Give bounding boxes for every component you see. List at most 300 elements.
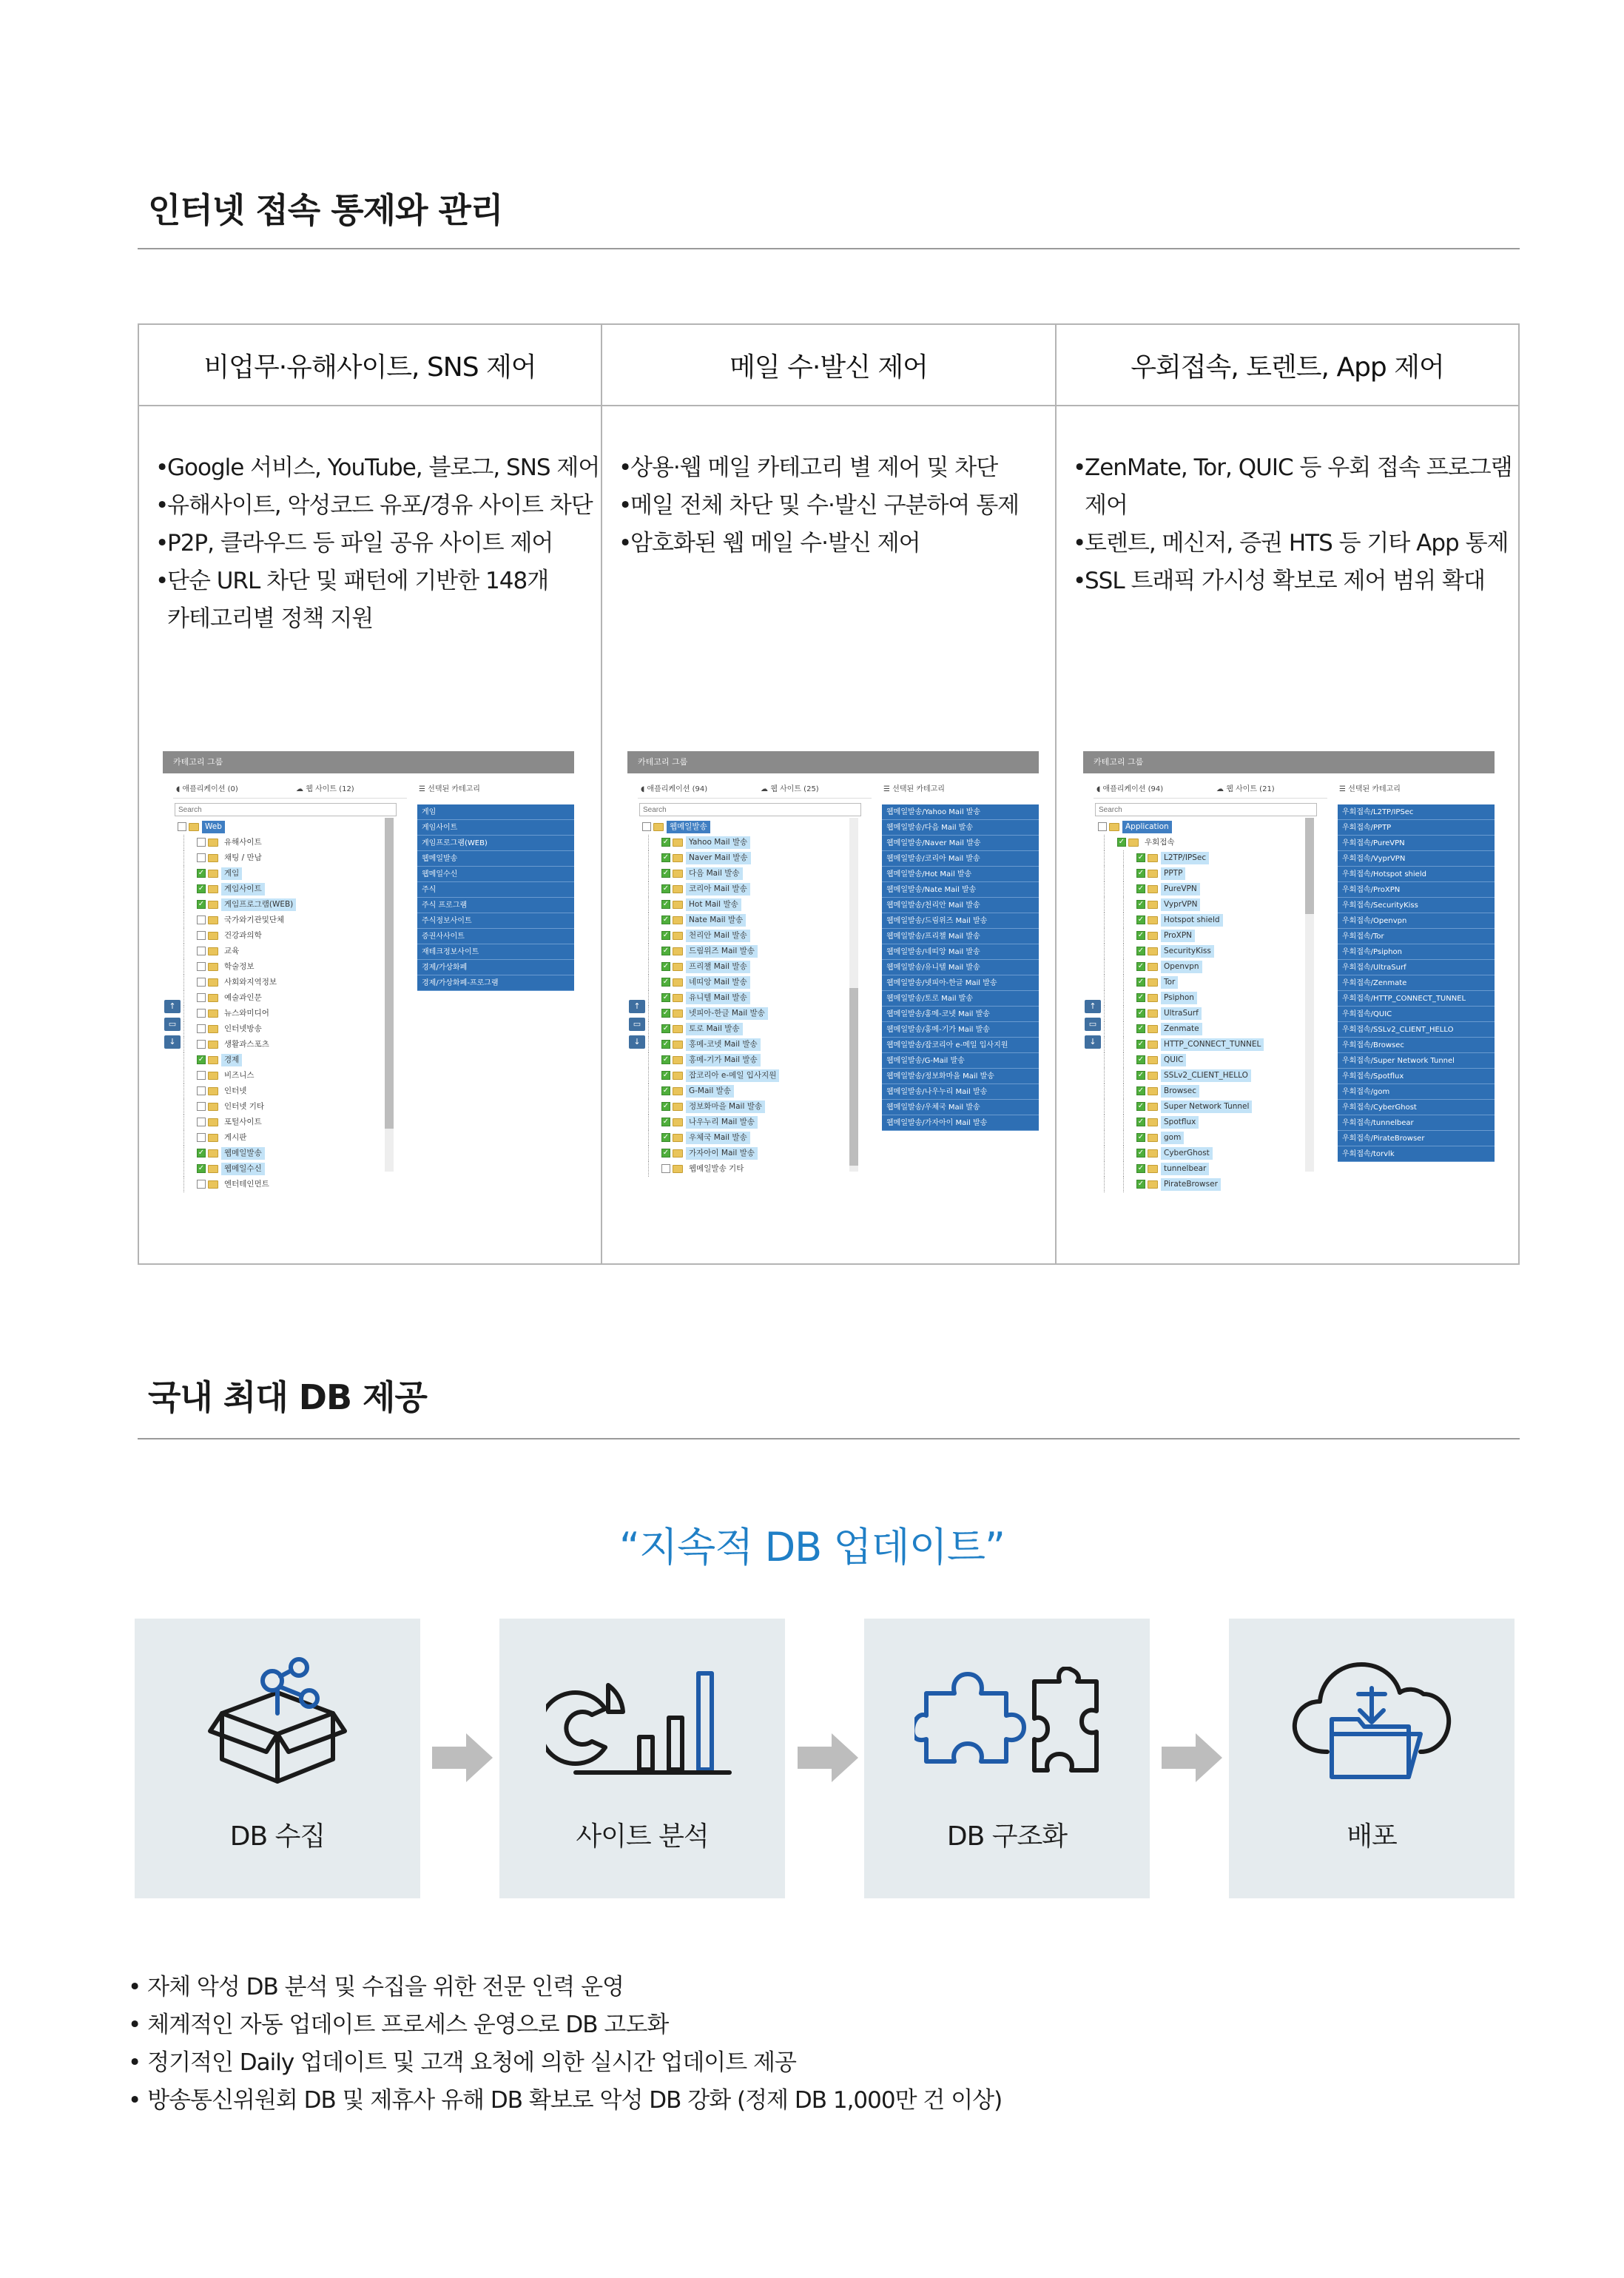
checkbox[interactable] [1098, 822, 1107, 831]
selected-category-item[interactable]: 재테크정보사이트 [417, 944, 574, 960]
application-icon: ◖ [176, 785, 183, 793]
checkbox[interactable] [197, 931, 206, 940]
tree-item[interactable] [642, 835, 864, 850]
tree-item[interactable] [1098, 1083, 1320, 1099]
folder-icon [208, 947, 218, 955]
selected-category-item[interactable]: 게임 [417, 804, 574, 820]
checkbox[interactable] [197, 1071, 206, 1080]
tree-item[interactable] [1098, 959, 1320, 975]
category-search-input[interactable] [175, 803, 397, 816]
checkbox[interactable]: ✓ [662, 1040, 670, 1048]
tree-item[interactable] [642, 1068, 864, 1083]
tree-item[interactable] [178, 881, 400, 897]
checkbox[interactable]: ✓ [198, 869, 205, 877]
tree-item[interactable] [642, 1130, 864, 1146]
tree-item[interactable] [1098, 1146, 1320, 1161]
tree-item[interactable] [178, 1115, 400, 1130]
tree-item-label: G-Mail 발송 [686, 1085, 734, 1098]
selected-category-item[interactable]: 우회접속/SecurityKiss [1338, 898, 1495, 913]
folder-icon [208, 1103, 218, 1111]
chart-analysis-icon [546, 1663, 738, 1781]
tree-item-label: 코리아 Mail 발송 [686, 883, 750, 896]
tree-item[interactable] [642, 881, 864, 897]
panel-tabs [638, 781, 872, 799]
selected-category-item[interactable]: 우회접속/Hotspot shield [1338, 867, 1495, 882]
selected-category-item[interactable]: 웹메일발송/정보화마을 Mail 발송 [882, 1069, 1039, 1084]
tree-scrollbar[interactable] [1305, 818, 1314, 1172]
folder-icon [208, 870, 218, 878]
tree-item-label: 가자아이 Mail 발송 [686, 1147, 758, 1160]
tree-item[interactable] [642, 1006, 864, 1021]
selected-category-item[interactable]: 우회접속/Psiphon [1338, 944, 1495, 960]
selected-category-item[interactable]: 웹메일발송/Yahoo Mail 발송 [882, 804, 1039, 820]
folder-icon [208, 1134, 218, 1142]
checkbox[interactable]: ✓ [1137, 900, 1145, 908]
checkbox[interactable]: ✓ [1137, 962, 1145, 970]
checkbox[interactable]: ✓ [662, 1133, 670, 1141]
selected-category-item[interactable]: 웹메일발송/유니텔 Mail 발송 [882, 960, 1039, 975]
checkbox[interactable]: ✓ [662, 1149, 670, 1157]
checkbox[interactable]: ✓ [662, 993, 670, 1001]
selected-category-item[interactable]: 웹메일발송/가자아이 Mail 발송 [882, 1115, 1039, 1131]
tree-item[interactable] [642, 975, 864, 990]
tree-item-label: 유니텔 Mail 발송 [686, 992, 750, 1004]
tree-item[interactable] [178, 1177, 400, 1192]
folder-icon [208, 1056, 218, 1064]
folder-icon [673, 870, 683, 878]
checkbox[interactable]: ✓ [1137, 884, 1145, 893]
arrow-down-icon[interactable]: ↓ [629, 1035, 645, 1049]
checkbox[interactable] [197, 1024, 206, 1033]
selected-category-item[interactable]: 웹메일수신 [417, 867, 574, 882]
tree-item[interactable] [178, 1068, 400, 1083]
checkbox[interactable]: ✓ [662, 838, 670, 846]
checkbox[interactable]: ✓ [662, 947, 670, 955]
arrow-down-icon[interactable]: ↓ [164, 1035, 181, 1049]
checkbox[interactable]: ✓ [1137, 993, 1145, 1001]
checkbox[interactable]: ✓ [662, 1009, 670, 1017]
tree-scrollbar[interactable] [385, 818, 394, 1172]
tree-item[interactable] [178, 1083, 400, 1099]
folder-icon [208, 1087, 218, 1095]
tree-item[interactable] [1098, 1052, 1320, 1068]
arrow-up-icon[interactable]: ↑ [164, 1000, 181, 1013]
selected-category-item[interactable]: 웹메일발송/홍메-기가 Mail 발송 [882, 1022, 1039, 1038]
db-feature-list [128, 1969, 1002, 2120]
checkbox[interactable]: ✓ [662, 1071, 670, 1079]
checkbox[interactable]: ✓ [198, 900, 205, 908]
tree-item[interactable] [178, 913, 400, 928]
selected-category-item[interactable]: 주식정보사이트 [417, 913, 574, 929]
folder-move-icon[interactable]: ▭ [164, 1018, 181, 1031]
tree-item-label: 네띠앙 Mail 발송 [686, 976, 750, 989]
tree-item[interactable] [1098, 1115, 1320, 1130]
checkbox[interactable] [197, 978, 206, 987]
tree-item[interactable] [642, 944, 864, 959]
checkbox[interactable]: ✓ [662, 1118, 670, 1126]
tree-item-label: 홍메-코넷 Mail 발송 [686, 1038, 761, 1051]
selected-category-item[interactable]: 웹메일발송/나우누리 Mail 발송 [882, 1084, 1039, 1100]
checkbox[interactable]: ✓ [662, 931, 670, 939]
selected-categories-header: ☰ 선택된 카테고리 [1339, 785, 1401, 793]
tree-item[interactable] [1098, 990, 1320, 1006]
tree-item-label: 게시판 [224, 1133, 247, 1142]
selected-category-item[interactable]: 웹메일발송/천리안 Mail 발송 [882, 898, 1039, 913]
selected-category-item[interactable]: 웹메일발송/잡코리아 e-메일 입사지원 [882, 1038, 1039, 1053]
tree-item[interactable] [1098, 866, 1320, 881]
tree-item[interactable] [1098, 975, 1320, 990]
selected-category-item[interactable]: 우회접속/L2TP/IPSec [1338, 804, 1495, 820]
checkbox[interactable] [197, 1180, 206, 1189]
tree-item[interactable] [178, 928, 400, 944]
tree-item[interactable] [178, 990, 400, 1006]
tree-item[interactable] [642, 866, 864, 881]
checkbox[interactable] [197, 1040, 206, 1049]
folder-icon [1148, 870, 1158, 878]
selected-category-item[interactable]: 우회접속/SSLv2_CLIENT_HELLO [1338, 1022, 1495, 1038]
folder-icon [1128, 839, 1139, 847]
checkbox[interactable] [197, 838, 206, 847]
arrow-right-icon [429, 1724, 496, 1791]
tree-item[interactable] [1098, 1161, 1320, 1177]
tree-item-label: QUIC [1161, 1054, 1186, 1066]
panel-title-bar: 카테고리 그룹 [1083, 751, 1495, 773]
tree-item[interactable] [178, 1006, 400, 1021]
selected-categories-header: ☰ 선택된 카테고리 [419, 785, 480, 793]
folder-icon [673, 1056, 683, 1064]
tree-item[interactable] [1098, 1099, 1320, 1115]
selected-category-item[interactable]: 웹메일발송/토로 Mail 발송 [882, 991, 1039, 1007]
tree-item-label: 교육 [224, 947, 240, 955]
tree-item[interactable] [642, 913, 864, 928]
arrow-up-icon[interactable]: ↑ [629, 1000, 645, 1013]
checkbox[interactable]: ✓ [1137, 1024, 1145, 1032]
tree-item[interactable] [642, 1161, 864, 1177]
checkbox[interactable]: ✓ [662, 1055, 670, 1064]
folder-icon [673, 1087, 683, 1095]
checkbox[interactable]: ✓ [662, 1024, 670, 1032]
selected-category-item[interactable]: 우회접속/PirateBrowser [1338, 1131, 1495, 1146]
selected-category-item[interactable]: 우회접속/ProXPN [1338, 882, 1495, 898]
tree-item[interactable] [1098, 881, 1320, 897]
selected-category-item[interactable]: 웹메일발송/홍메-코넷 Mail 발송 [882, 1007, 1039, 1022]
selected-category-item[interactable]: 경제/가상화폐 [417, 960, 574, 975]
selected-category-item[interactable]: 웹메일발송/네띠앙 Mail 발송 [882, 944, 1039, 960]
tree-item[interactable] [1098, 850, 1320, 866]
folder-icon [673, 901, 683, 909]
tree-item[interactable] [1098, 913, 1320, 928]
tree-item[interactable] [1098, 1021, 1320, 1037]
selected-category-item[interactable]: 주식 [417, 882, 574, 898]
tree-item[interactable] [178, 897, 400, 913]
checkbox[interactable]: ✓ [662, 900, 670, 908]
selected-category-item[interactable]: 웹메일발송/드림위즈 Mail 발송 [882, 913, 1039, 929]
folder-icon [673, 1103, 683, 1111]
column-body [1057, 406, 1518, 600]
tree-item-label: ProXPN [1161, 930, 1195, 942]
checkbox[interactable]: ✓ [1137, 853, 1145, 861]
checkbox[interactable]: ✓ [1137, 1009, 1145, 1017]
tree-item-label: 학술정보 [224, 962, 255, 971]
selected-category-item[interactable]: 웹메일발송/Nate Mail 발송 [882, 882, 1039, 898]
folder-icon [1148, 1149, 1158, 1158]
selected-category-item[interactable]: 증권사사이트 [417, 929, 574, 944]
tree-root[interactable]: 웹메일발송 [642, 819, 864, 835]
tree-item[interactable] [178, 1021, 400, 1037]
tree-item[interactable] [642, 1052, 864, 1068]
checkbox[interactable] [197, 1133, 206, 1142]
category-panel-bypass [1083, 751, 1495, 1198]
arrow-up-icon[interactable]: ↑ [1085, 1000, 1101, 1013]
checkbox[interactable]: ✓ [662, 884, 670, 893]
tab-application[interactable]: ◖ 애플리케이션 (94) [1096, 785, 1164, 793]
scroll-thumb[interactable] [849, 988, 858, 1166]
folder-icon [208, 854, 218, 862]
step-db-structure [864, 1619, 1150, 1898]
arrow-right-icon [795, 1724, 861, 1791]
tree-item[interactable] [642, 1037, 864, 1052]
tree-item[interactable] [1098, 897, 1320, 913]
folder-icon [208, 885, 218, 893]
tree-item-label: SecurityKiss [1161, 945, 1214, 958]
checkbox[interactable]: ✓ [1137, 1149, 1145, 1157]
category-search-input[interactable] [1095, 803, 1317, 816]
checkbox[interactable] [197, 1102, 206, 1111]
category-search-input[interactable] [639, 803, 861, 816]
tree-item[interactable] [178, 866, 400, 881]
checkbox[interactable] [197, 1009, 206, 1018]
selected-category-item[interactable]: 우회접속/Super Network Tunnel [1338, 1053, 1495, 1069]
selected-category-item[interactable]: 웹메일발송/Naver Mail 발송 [882, 836, 1039, 851]
folder-icon [673, 994, 683, 1002]
tree-item[interactable] [1098, 1177, 1320, 1192]
bullet-item: •암호화된 웹 메일 수·발신 제어 [619, 530, 920, 557]
category-tree [1098, 819, 1320, 1192]
tree-item[interactable] [642, 1021, 864, 1037]
selected-category-item[interactable]: 게임사이트 [417, 820, 574, 836]
checkbox[interactable]: ✓ [662, 915, 670, 924]
selected-category-item[interactable]: 웹메일발송/Hot Mail 발송 [882, 867, 1039, 882]
checkbox[interactable]: ✓ [1137, 1102, 1145, 1110]
tab-website[interactable]: ☁ 웹 사이트 (12) [296, 785, 354, 793]
tab-application[interactable]: ◖ 애플리케이션 (94) [641, 785, 708, 793]
selected-category-item[interactable]: 웹메일발송/우체국 Mail 발송 [882, 1100, 1039, 1115]
tree-item[interactable] [178, 1130, 400, 1146]
tree-item[interactable] [1098, 1037, 1320, 1052]
tree-item[interactable] [178, 1161, 400, 1177]
checkbox[interactable]: ✓ [198, 1149, 205, 1157]
bullet-item: • 체계적인 자동 업데이트 프로세스 운영으로 DB 고도화 [128, 2012, 669, 2038]
checkbox[interactable]: ✓ [1137, 1071, 1145, 1079]
tab-application[interactable]: ◖ 애플리케이션 (0) [176, 785, 238, 793]
checkbox[interactable]: ✓ [1137, 915, 1145, 924]
selected-category-item[interactable]: 우회접속/UltraSurf [1338, 960, 1495, 975]
selected-category-item[interactable]: 우회접속/Spotflux [1338, 1069, 1495, 1084]
checkbox[interactable] [197, 915, 206, 924]
folder-icon [1148, 1056, 1158, 1064]
category-panel-mail [627, 751, 1039, 1198]
checkbox[interactable]: ✓ [1118, 838, 1125, 846]
tree-item-label: 천리안 Mail 발송 [686, 930, 750, 942]
tree-item[interactable] [1098, 928, 1320, 944]
tree-root[interactable]: Web [178, 819, 400, 835]
selected-category-item[interactable]: 웹메일발송/G-Mail 발송 [882, 1053, 1039, 1069]
tree-item-label: Hotspot shield [1161, 914, 1223, 927]
checkbox[interactable] [197, 947, 206, 955]
tree-item[interactable] [642, 1099, 864, 1115]
selected-category-item[interactable]: 우회접속/QUIC [1338, 1007, 1495, 1022]
checkbox[interactable]: ✓ [1137, 1133, 1145, 1141]
folder-icon [673, 1009, 683, 1018]
checkbox[interactable]: ✓ [662, 962, 670, 970]
tab-website[interactable]: ☁ 웹 사이트 (25) [761, 785, 819, 793]
selected-category-item[interactable]: 게임프로그램(WEB) [417, 836, 574, 851]
checkbox[interactable] [178, 822, 186, 831]
tree-item[interactable] [642, 1115, 864, 1130]
tree-item[interactable] [178, 975, 400, 990]
selected-category-item[interactable]: 주식 프로그램 [417, 898, 574, 913]
folder-icon [208, 978, 218, 987]
tree-scrollbar[interactable] [849, 818, 858, 1172]
bullet-item: •단순 URL 차단 및 패턴에 기반한 148개 [155, 568, 549, 594]
selected-category-item[interactable]: 웹메일발송/프리챌 Mail 발송 [882, 929, 1039, 944]
checkbox[interactable] [197, 1118, 206, 1126]
folder-icon [673, 1118, 683, 1126]
tree-item[interactable] [178, 850, 400, 866]
tree-item[interactable] [1098, 944, 1320, 959]
selected-category-item[interactable]: 우회접속/tunnelbear [1338, 1115, 1495, 1131]
tree-item[interactable] [642, 928, 864, 944]
tree-item[interactable] [178, 959, 400, 975]
checkbox[interactable]: ✓ [1137, 978, 1145, 986]
category-tree [178, 819, 400, 1192]
selected-category-item[interactable]: 우회접속/PureVPN [1338, 836, 1495, 851]
selected-category-item[interactable]: 웹메일발송/넷피아-한글 Mail 발송 [882, 975, 1039, 991]
step-db-collect [135, 1619, 420, 1898]
tree-item[interactable] [178, 1037, 400, 1052]
selected-category-item[interactable]: 우회접속/PPTP [1338, 820, 1495, 836]
checkbox[interactable] [197, 853, 206, 862]
checkbox[interactable]: ✓ [662, 869, 670, 877]
folder-icon [208, 1180, 218, 1189]
checkbox[interactable] [661, 1164, 670, 1173]
bullet-item: •SSL 트래픽 가시성 확보로 제어 범위 확대 [1073, 568, 1485, 594]
selected-category-item[interactable]: 우회접속/Browsec [1338, 1038, 1495, 1053]
checkbox[interactable]: ✓ [1137, 1086, 1145, 1095]
checkbox[interactable]: ✓ [662, 1086, 670, 1095]
checkbox[interactable]: ✓ [198, 884, 205, 893]
tree-item[interactable] [642, 1083, 864, 1099]
checkbox[interactable]: ✓ [198, 1055, 205, 1064]
folder-move-icon[interactable]: ▭ [1085, 1018, 1101, 1031]
selected-category-item[interactable]: 우회접속/Tor [1338, 929, 1495, 944]
bullet-item: •유해사이트, 악성코드 유포/경유 사이트 차단 [155, 492, 593, 519]
tree-item[interactable] [642, 897, 864, 913]
tree-item[interactable] [642, 1146, 864, 1161]
folder-icon [1148, 1180, 1158, 1189]
tree-item-label: Hot Mail 발송 [686, 898, 741, 911]
checkbox[interactable] [197, 993, 206, 1002]
folder-icon [1148, 1072, 1158, 1080]
folder-icon [673, 854, 683, 862]
tree-item[interactable] [178, 835, 400, 850]
checkbox[interactable]: ✓ [1137, 947, 1145, 955]
column-body [139, 406, 601, 638]
selected-category-item[interactable]: 우회접속/torvlk [1338, 1146, 1495, 1162]
scroll-thumb[interactable] [385, 818, 394, 1129]
checkbox[interactable] [197, 1086, 206, 1095]
tree-node[interactable]: ✓ 우회접속 [1098, 835, 1320, 850]
tree-item[interactable] [178, 1052, 400, 1068]
tree-item[interactable] [642, 850, 864, 866]
arrow-right-icon [1159, 1724, 1225, 1791]
scroll-thumb[interactable] [1305, 818, 1314, 914]
selected-category-item[interactable]: 우회접속/Openvpn [1338, 913, 1495, 929]
folder-icon [208, 1072, 218, 1080]
selected-category-item[interactable]: 우회접속/CyberGhost [1338, 1100, 1495, 1115]
checkbox[interactable]: ✓ [662, 853, 670, 861]
selected-category-item[interactable]: 웹메일발송/코리아 Mail 발송 [882, 851, 1039, 867]
tree-item-label: PPTP [1161, 867, 1185, 880]
application-icon: ◖ [1096, 785, 1103, 793]
selected-category-item[interactable]: 웹메일발송 [417, 851, 574, 867]
tree-root[interactable]: Application [1098, 819, 1320, 835]
folder-icon [1148, 916, 1158, 924]
tree-item[interactable] [1098, 1006, 1320, 1021]
checkbox[interactable]: ✓ [1137, 1118, 1145, 1126]
tree-item[interactable] [1098, 1130, 1320, 1146]
checkbox[interactable]: ✓ [1137, 1164, 1145, 1172]
selected-category-item[interactable]: 웹메일발송/다음 Mail 발송 [882, 820, 1039, 836]
folder-icon [208, 994, 218, 1002]
checkbox[interactable]: ✓ [1137, 869, 1145, 877]
checkbox[interactable]: ✓ [1137, 1055, 1145, 1064]
tree-item[interactable] [642, 990, 864, 1006]
tree-item-label: L2TP/IPSec [1161, 852, 1209, 864]
checkbox[interactable]: ✓ [1137, 1040, 1145, 1048]
panel-title-bar: 카테고리 그룹 [163, 751, 574, 773]
arrow-down-icon[interactable]: ↓ [1085, 1035, 1101, 1049]
tree-item[interactable] [178, 944, 400, 959]
folder-move-icon[interactable]: ▭ [629, 1018, 645, 1031]
checkbox[interactable]: ✓ [1137, 1180, 1145, 1188]
tree-item-label: Super Network Tunnel [1161, 1101, 1252, 1113]
selected-category-item[interactable]: 우회접속/gom [1338, 1084, 1495, 1100]
selected-category-item[interactable]: 우회접속/Zenmate [1338, 975, 1495, 991]
checkbox[interactable]: ✓ [662, 978, 670, 986]
tree-item[interactable] [642, 959, 864, 975]
folder-icon [1148, 994, 1158, 1002]
checkbox[interactable]: ✓ [198, 1164, 205, 1172]
checkbox[interactable] [642, 822, 651, 831]
selected-category-item[interactable]: 경제/가상화폐-프로그램 [417, 975, 574, 991]
tree-item-label: 홍메-기가 Mail 발송 [686, 1054, 761, 1066]
checkbox[interactable]: ✓ [1137, 931, 1145, 939]
selected-category-item[interactable]: 우회접속/VyprVPN [1338, 851, 1495, 867]
tree-item[interactable] [1098, 1068, 1320, 1083]
bullet-item: •상용·웹 메일 카테고리 별 제어 및 차단 [619, 454, 998, 481]
tree-item[interactable] [178, 1146, 400, 1161]
cloud-download-icon [1290, 1656, 1453, 1789]
folder-icon [1148, 885, 1158, 893]
folder-icon [1148, 901, 1158, 909]
tab-website[interactable]: ☁ 웹 사이트 (21) [1216, 785, 1275, 793]
selected-category-item[interactable]: 우회접속/HTTP_CONNECT_TUNNEL [1338, 991, 1495, 1007]
tree-item[interactable] [178, 1099, 400, 1115]
bullet-item: •토렌트, 메신저, 증권 HTS 등 기타 App 통제 [1073, 530, 1509, 557]
checkbox[interactable]: ✓ [662, 1102, 670, 1110]
checkbox[interactable] [197, 962, 206, 971]
